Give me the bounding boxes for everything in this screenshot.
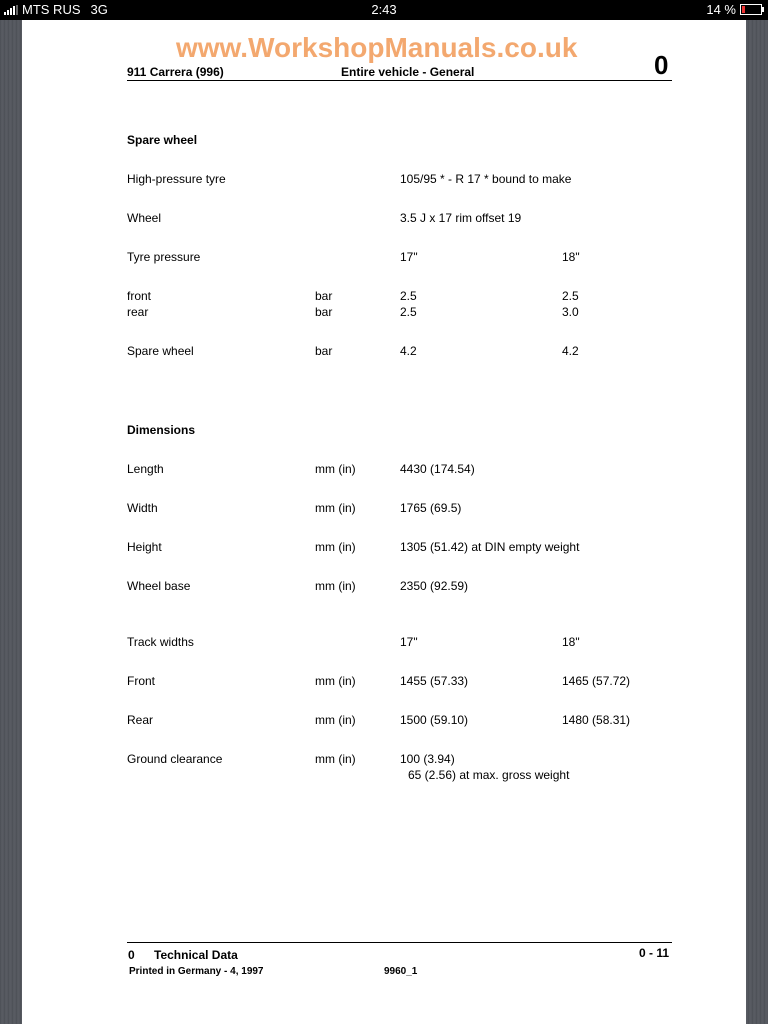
pressure-row-label: Spare wheel: [127, 344, 194, 358]
pressure-row-label: rear: [127, 305, 149, 319]
track-row-18: 1480 (58.31): [562, 713, 631, 727]
dimension-label: Wheel base: [127, 579, 191, 593]
footer-printed: Printed in Germany - 4, 1997: [129, 966, 264, 977]
dimension-label: Height: [127, 540, 162, 554]
dimension-value: 1765 (69.5): [400, 501, 462, 515]
header-divider: [127, 80, 672, 81]
track-row-17: 1455 (57.33): [400, 674, 469, 688]
header-section: Entire vehicle - General: [341, 65, 475, 79]
tyre-label: High-pressure tyre: [127, 172, 226, 186]
document-page[interactable]: [22, 20, 746, 1024]
header-chapter: 0: [654, 50, 669, 80]
footer-chapter: 0: [128, 948, 135, 962]
pressure-row-17: 4.2: [400, 344, 417, 358]
footer-divider: [127, 942, 672, 943]
carrier-name: MTS RUS: [22, 2, 81, 17]
track-row-18: 1465 (57.72): [562, 674, 631, 688]
pressure-col-17: 17": [400, 250, 418, 264]
dimension-unit: mm (in): [315, 579, 356, 593]
pressure-col-18: 18": [562, 250, 580, 264]
track-row-unit: mm (in): [315, 713, 356, 727]
tyre-value: 105/95 * - R 17 * bound to make: [400, 172, 572, 186]
dimension-value: 4430 (174.54): [400, 462, 475, 476]
dimension-unit: mm (in): [315, 462, 356, 476]
header-model: 911 Carrera (996): [127, 65, 224, 79]
track-col-18: 18": [562, 635, 580, 649]
watermark: www.WorkshopManuals.co.uk: [176, 32, 578, 63]
dimension-label: Length: [127, 462, 164, 476]
pressure-row-unit: bar: [315, 344, 333, 358]
track-row-unit: mm (in): [315, 674, 356, 688]
ground-clearance-label: Ground clearance: [127, 752, 223, 766]
battery-percent: 14 %: [706, 2, 736, 17]
footer-page-number: 0 - 11: [639, 946, 670, 960]
track-row-label: Rear: [127, 713, 154, 727]
battery-fill: [742, 6, 745, 13]
pressure-row-label: front: [127, 289, 152, 303]
wheel-label: Wheel: [127, 211, 162, 225]
pressure-row-18: 2.5: [562, 289, 579, 303]
dimension-value: 1305 (51.42) at DIN empty weight: [400, 540, 580, 554]
track-widths-label: Track widths: [127, 635, 194, 649]
dimensions-heading: Dimensions: [127, 423, 196, 437]
wheel-value: 3.5 J x 17 rim offset 19: [400, 211, 522, 225]
network-type: 3G: [90, 2, 108, 17]
pressure-row-17: 2.5: [400, 305, 417, 319]
pressure-row-unit: bar: [315, 289, 333, 303]
pressure-row-18: 4.2: [562, 344, 579, 358]
footer-code: 9960_1: [384, 966, 418, 977]
tyre-pressure-label: Tyre pressure: [127, 250, 201, 264]
ground-clearance-value-loaded: 65 (2.56) at max. gross weight: [408, 768, 570, 782]
pressure-row-17: 2.5: [400, 289, 417, 303]
footer-title: Technical Data: [154, 948, 238, 962]
dimension-label: Width: [127, 501, 158, 515]
track-row-label: Front: [127, 674, 156, 688]
dimension-value: 2350 (92.59): [400, 579, 469, 593]
clock: 2:43: [371, 2, 397, 17]
ground-clearance-unit: mm (in): [315, 752, 356, 766]
dimension-unit: mm (in): [315, 540, 356, 554]
status-bar: [0, 0, 768, 20]
ground-clearance-value: 100 (3.94): [400, 752, 455, 766]
pressure-row-18: 3.0: [562, 305, 579, 319]
dimension-unit: mm (in): [315, 501, 356, 515]
track-col-17: 17": [400, 635, 418, 649]
pressure-row-unit: bar: [315, 305, 333, 319]
spare-wheel-heading: Spare wheel: [127, 133, 198, 147]
battery-icon: [740, 4, 762, 15]
track-row-17: 1500 (59.10): [400, 713, 469, 727]
